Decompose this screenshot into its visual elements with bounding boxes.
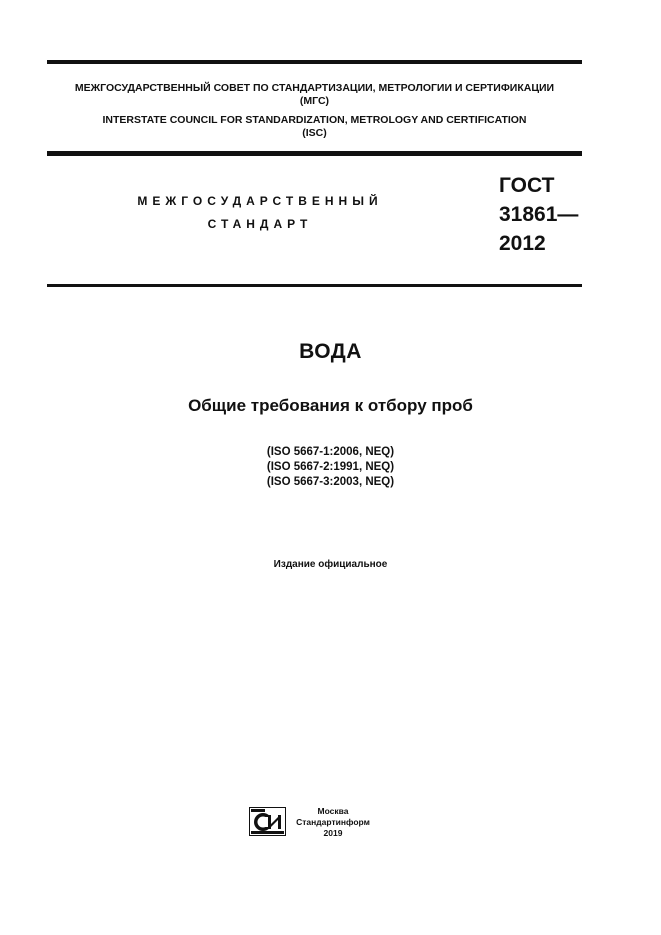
standard-type-line2: СТАНДАРТ (207, 217, 313, 231)
iso-reference: (ISO 5667-2:1991, NEQ) (266, 461, 395, 473)
document-subtitle: Общие требования к отбору проб (188, 396, 473, 415)
iso-reference: (ISO 5667-3:2003, NEQ) (266, 476, 395, 488)
designation-prefix: ГОСТ (499, 174, 555, 197)
standard-type-line1: МЕЖГОСУДАРСТВЕННЫЙ (137, 194, 383, 208)
edition-note: Издание официальное (273, 559, 388, 570)
publisher-info (292, 806, 374, 839)
publisher-name: Стандартинформ (296, 817, 370, 827)
iso-reference: (ISO 5667-1:2006, NEQ) (266, 446, 395, 458)
publisher-city: Москва (317, 806, 349, 816)
standard-designation (499, 171, 578, 258)
council-name-en (47, 114, 582, 140)
council-name-ru-line1: МЕЖГОСУДАРСТВЕННЫЙ СОВЕТ ПО СТАНДАРТИЗАЦИИ, МЕТРОЛОГИИ И СЕРТИФИКАЦИИ (74, 82, 555, 94)
standard-type (90, 190, 430, 236)
designation-year: 2012 (499, 232, 546, 255)
council-name-en-line1: INTERSTATE COUNCIL FOR STANDARDIZATION, METROLOGY AND CERTIFICATION (102, 114, 527, 126)
designation-number: 31861— (499, 203, 579, 226)
iso-references (0, 445, 661, 490)
council-abbr-en: (ISC) (302, 127, 327, 139)
standartinform-logo-icon (249, 807, 286, 836)
document-title: ВОДА (299, 340, 362, 363)
section-rule (47, 284, 582, 287)
header-bottom-rule (47, 151, 582, 156)
council-name-ru (47, 82, 582, 108)
council-abbr-ru: (МГС) (299, 95, 330, 107)
top-rule (47, 60, 582, 64)
publisher-year: 2019 (323, 828, 343, 838)
